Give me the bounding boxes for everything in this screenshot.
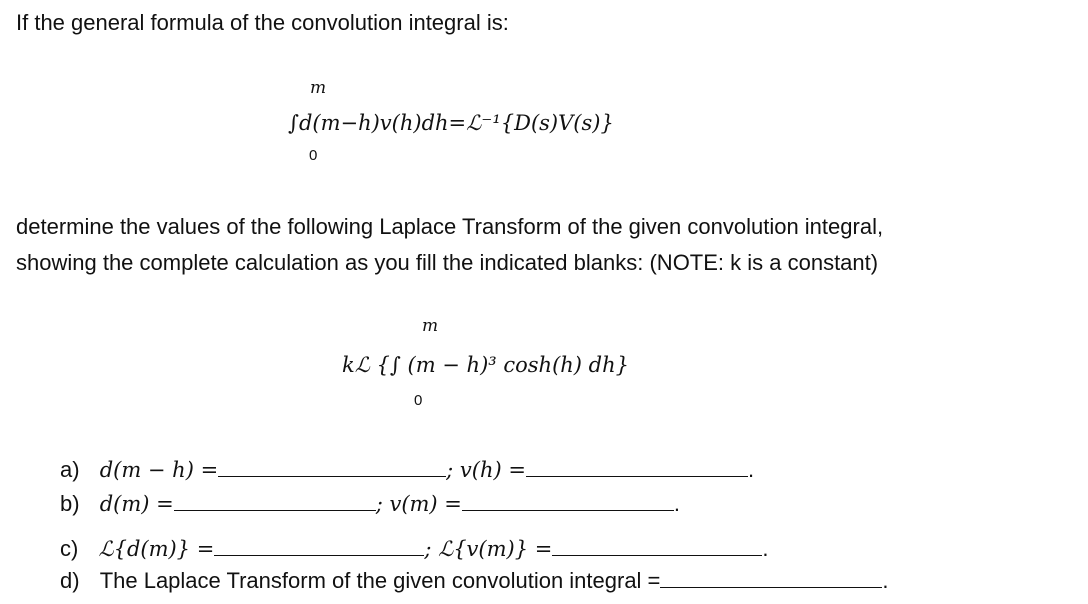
item-b-end: . bbox=[673, 491, 681, 516]
item-a-marker: a) bbox=[60, 457, 80, 482]
item-c-right-label: ; ℒ{v(m)} = bbox=[424, 537, 553, 561]
item-a bbox=[60, 456, 754, 483]
item-d bbox=[60, 567, 889, 594]
item-c-blank-1[interactable] bbox=[214, 535, 424, 556]
item-b-blank-1[interactable] bbox=[174, 490, 376, 511]
formula1-lower-limit: 0 bbox=[309, 147, 318, 164]
formula2-upper-limit: m bbox=[422, 316, 439, 336]
item-b-right-label: ; v(m) = bbox=[375, 492, 462, 516]
item-d-end: . bbox=[882, 568, 889, 593]
formula2-lower-limit: 0 bbox=[414, 392, 423, 409]
item-c-left-label: ℒ{d(m)} = bbox=[98, 537, 215, 561]
item-b-marker: b) bbox=[60, 491, 80, 516]
item-b-blank-2[interactable] bbox=[462, 490, 674, 511]
formula1-expression: ∫d(m−h)v(h)dh=ℒ⁻¹{D(s)V(s)} bbox=[288, 111, 614, 135]
instruction-line-1: determine the values of the following Laplace Transform of the given convolution integral, bbox=[16, 214, 884, 239]
item-c-blank-2[interactable] bbox=[552, 535, 762, 556]
item-d-label: The Laplace Transform of the given convolution integral = bbox=[99, 568, 661, 593]
instruction-line-2: showing the complete calculation as you fill the indicated blanks: (NOTE: k is a constant) bbox=[16, 250, 879, 275]
item-c bbox=[60, 535, 768, 562]
item-a-blank-2[interactable] bbox=[526, 456, 748, 477]
item-a-left-label: d(m − h) = bbox=[99, 458, 219, 482]
item-d-marker: d) bbox=[60, 568, 80, 593]
item-a-end: . bbox=[747, 457, 755, 482]
item-d-blank[interactable] bbox=[660, 567, 882, 588]
intro-text: If the general formula of the convolution integral is: bbox=[16, 10, 509, 35]
item-a-right-label: ; v(h) = bbox=[446, 458, 526, 482]
item-c-marker: c) bbox=[60, 536, 79, 561]
item-b-left-label: d(m) = bbox=[99, 492, 174, 516]
item-b bbox=[60, 490, 680, 517]
item-a-blank-1[interactable] bbox=[218, 456, 446, 477]
formula1-upper-limit: m bbox=[310, 78, 327, 98]
formula2-expression: kℒ {∫ (m − h)³ cosh(h) dh} bbox=[342, 353, 629, 377]
item-c-end: . bbox=[762, 536, 769, 561]
